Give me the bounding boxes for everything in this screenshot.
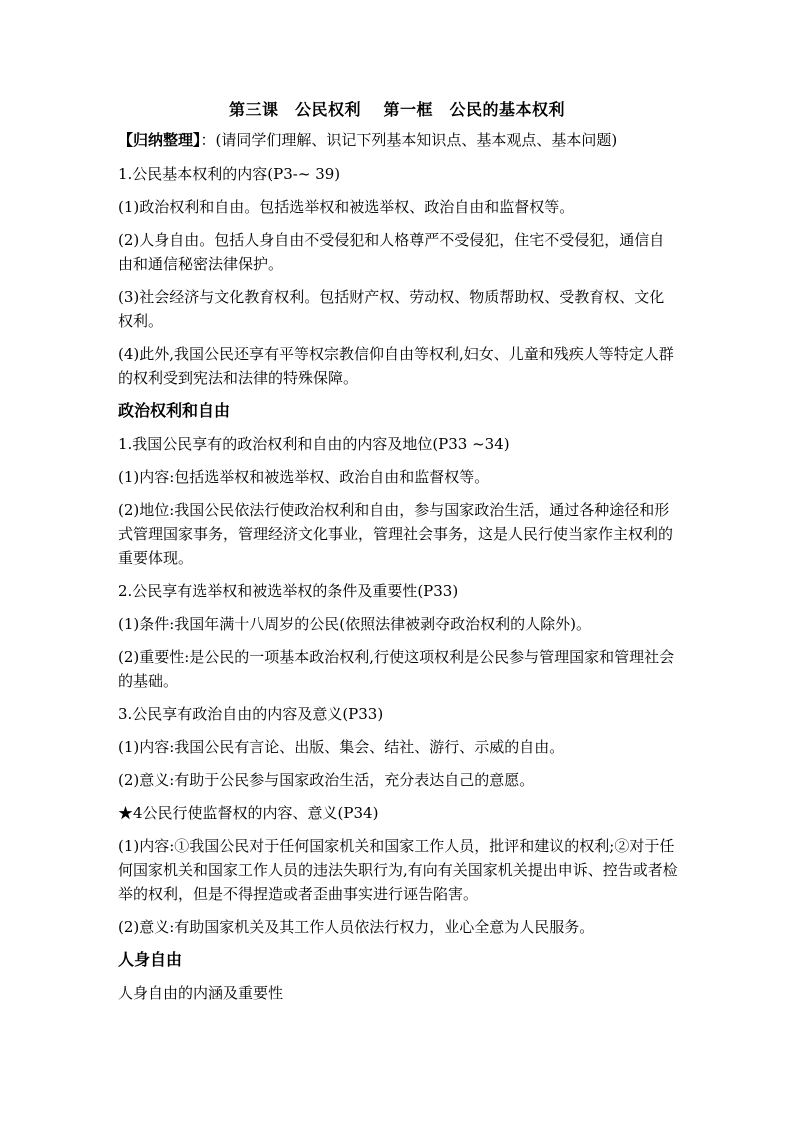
paragraph: (1)内容:包括选举权和被选举权、政治自由和监督权等。	[118, 468, 490, 486]
paragraph: (4)此外,我国公民还享有平等权宗教信仰自由等权利,妇女、儿童和残疾人等特定人群的权利受到宪法和法律的特殊保障。	[118, 345, 674, 387]
section-heading: 1.公民基本权利的内容(P3-~ 39)	[118, 165, 341, 183]
intro-line	[118, 128, 678, 152]
paragraph: (2)重要性:是公民的一项基本政治权利,行使这项权利是公民参与管理国家和管理社会的基础。	[118, 648, 675, 690]
paragraph: (1)条件:我国年满十八周岁的公民(依照法律被剥夺政治权利的人除外)。	[118, 615, 592, 633]
section-heading: 2.公民享有选举权和被选举权的条件及重要性(P33)	[118, 582, 459, 600]
paragraph: (1)内容:我国公民有言论、出版、集会、结社、游行、示威的自由。	[118, 738, 565, 756]
paragraph: (1)政治权利和自由。包括选举权和被选举权、政治自由和监督权等。	[118, 198, 575, 216]
section-heading: 3.公民享有政治自由的内容及意义(P33)	[118, 705, 384, 723]
section-heading: ★4公民行使监督权的内容、意义(P34)	[118, 804, 379, 822]
section-heading: 1.我国公民享有的政治权利和自由的内容及地位(P33 ~34)	[118, 435, 510, 453]
intro-text: ：(请同学们理解、识记下列基本知识点、基本观点、基本问题)	[200, 131, 618, 149]
document-title: 第三课 公民权利 第一框 公民的基本权利	[228, 100, 566, 119]
paragraph: (2)意义:有助国家机关及其工作人员依法行权力，业心全意为人民服务。	[118, 918, 595, 936]
paragraph: (1)内容:①我国公民对于任何国家机关和国家工作人员，批评和建议的权利;②对于任何国家机关和国家工作人员的违法失职行为,有向有关国家机关提出申诉、控告或者检举的权利，但是不得捏造或者歪曲事实进行诬告陷害。	[118, 837, 678, 903]
heading-personal-freedom: 人身自由	[118, 950, 183, 969]
heading-political-rights: 政治权利和自由	[118, 401, 231, 420]
paragraph: (2)地位:我国公民依法行使政治权利和自由，参与国家政治生活，通过各种途径和形式管理国家事务，管理经济文化事业，管理社会事务，这是人民行使当家作主权利的重要体现。	[118, 501, 674, 567]
paragraph: (2)意义:有助于公民参与国家政治生活，充分表达自己的意愿。	[118, 771, 535, 789]
paragraph: (3)社会经济与文化教育权利。包括财产权、劳动权、物质帮助权、受教育权、文化权利。	[118, 288, 665, 330]
paragraph: 人身自由的内涵及重要性	[118, 984, 284, 1002]
document-body	[118, 128, 678, 1014]
paragraph: (2)人身自由。包括人身自由不受侵犯和人格尊严不受侵犯，住宅不受侵犯，通信自由和通信秘密法律保护。	[118, 231, 665, 273]
intro-tag: 【归纳整理】	[118, 131, 201, 149]
